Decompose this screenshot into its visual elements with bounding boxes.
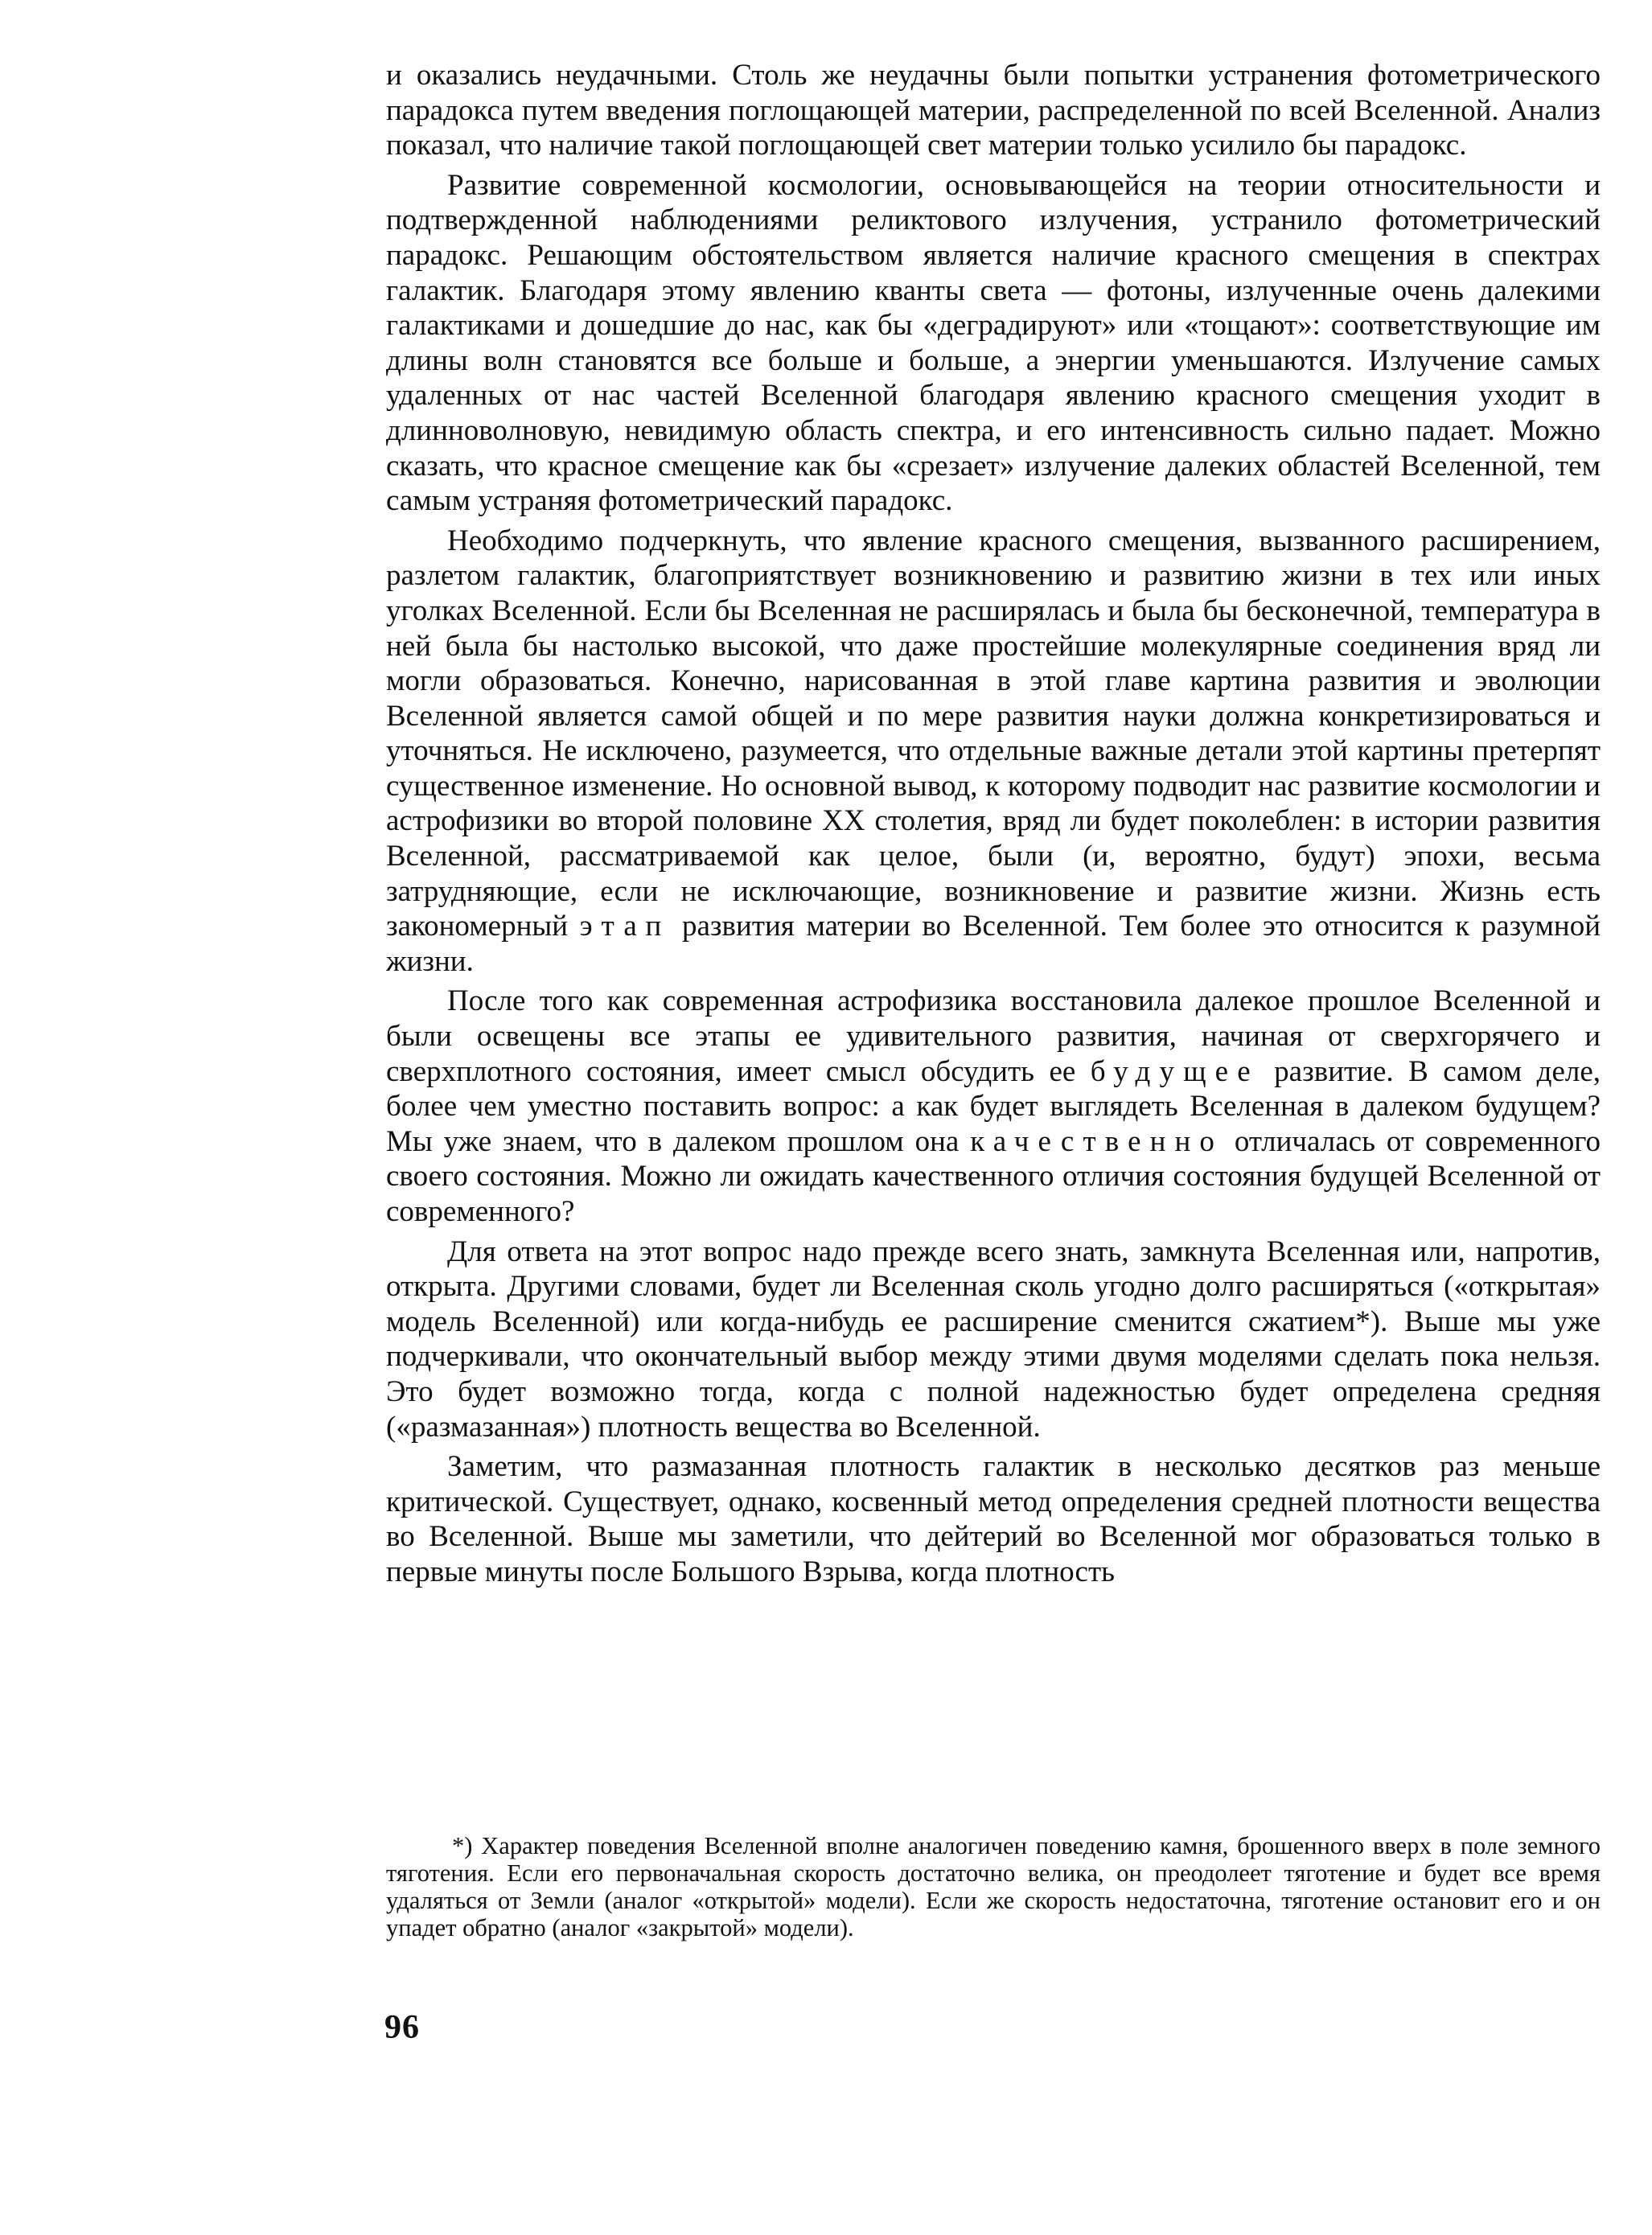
paragraph-3-text-b: развития материи во Вселенной. Тем более это относится к разумной жизни. <box>386 910 1601 978</box>
paragraph-2: Развитие современной космологии, основывающейся на теории относительности и подтвержденной наблюдениями реликтового излучения, устранило фотометрический парадокс. Решающим обстоятельством является наличие красного смещения в спектрах галактик. Благодаря этому явлению кванты света — фотоны, излученные очень далекими галактиками и дошедшие до нас, как бы «деградируют» или «тощают»: соответствующие им длины волн становятся все больше и больше, а энергии уменьшаются. Излучение самых удаленных от нас частей Вселенной благодаря явлению красного смещения уходит в длинноволновую, невидимую область спектра, и его интенсивность сильно падает. Можно сказать, что красное смещение как бы «срезает» излучение далеких областей Вселенной, тем самым устраняя фотометрический парадокс. <box>386 168 1601 518</box>
paragraph-1: и оказались неудачными. Столь же неудачны были попытки устранения фотометрического парадокса путем введения поглощающей материи, распределенной по всей Вселенной. Анализ показал, что наличие такой поглощающей свет материи только усилило бы парадокс. <box>386 59 1601 162</box>
spaced-word-budushchee: будущее <box>1090 1054 1260 1088</box>
footnote: *) Характер поведения Вселенной вполне аналогичен поведению камня, брошенного вверх в поле земного тяготения. Если его первоначальная скорость достаточно велика, он преодолеет тяготение и будет все время удаляться от Земли (аналог «открытой» модели). Если же скорость недостаточна, тяготение остановит его и он упадет обратно (аналог «закрытой» модели). <box>386 1832 1601 1941</box>
page-number: 96 <box>384 2009 420 2046</box>
paragraph-4-text-b: развитие. В самом деле, более чем уместно поставить вопрос: а как будет выглядеть Вселенная в далеком будущем? Мы уже знаем, что в далеком прошлом она <box>386 1054 1601 1158</box>
spaced-word-kachestvenno: качественно <box>970 1124 1223 1158</box>
paragraph-4-text-a: После того как современная астрофизика восстановила далекое прошлое Вселенной и были освещены все этапы ее удивительного развития, начиная от сверхгорячего и сверхплотного состояния, имеет смысл обсудить ее <box>386 984 1601 1088</box>
spaced-word-etap: этап <box>579 910 671 943</box>
main-text <box>386 58 1601 1595</box>
paragraph-5: Для ответа на этот вопрос надо прежде всего знать, замкнута Вселенная или, напротив, открыта. Другими словами, будет ли Вселенная сколь угодно долго расширяться («открытая» модель Вселенной) или когда-нибудь ее расширение сменится сжатием*). Выше мы уже подчеркивали, что окончательный выбор между этими двумя моделями сделать пока нельзя. Это будет возможно тогда, когда с полной надежностью будет определена средняя («размазанная») плотность вещества во Вселенной. <box>386 1235 1601 1444</box>
paragraph-4-text-c: отличалась от современного своего состояния. Можно ли ожидать качественного отличия состояния будущей Вселенной от современного? <box>386 1124 1601 1228</box>
paragraph-6: Заметим, что размазанная плотность галактик в несколько десятков раз меньше критической. Существует, однако, косвенный метод определения средней плотности вещества во Вселенной. Выше мы заметили, что дейтерий во Вселенной мог образоваться только в первые минуты после Большого Взрыва, когда плотность <box>386 1450 1601 1588</box>
paragraph-3-text-a: Необходимо подчеркнуть, что явление красного смещения, вызванного расширением, разлетом галактик, благоприятствует возникновению и развитию жизни в тех или иных уголках Вселенной. Если бы Вселенная не расширялась и была бы бесконечной, температура в ней была бы настолько высокой, что даже простейшие молекулярные соединения вряд ли могли образоваться. Конечно, нарисованная в этой главе картина развития и эволюции Вселенной является самой общей и по мере развития науки должна конкретизироваться и уточняться. Не исключено, разумеется, что отдельные важные детали этой картины претерпят существенное изменение. Но основной вывод, к которому подводит нас развитие космологии и астрофизики во второй половине XX столетия, вряд ли будет поколеблен: в истории развития Вселенной, рассматриваемой как целое, были (и, вероятно, будут) эпохи, весьма затрудняющие, если не исключающие, возникновение и развитие жизни. Жизнь есть закономерный <box>386 524 1601 943</box>
paragraph-4 <box>386 984 1601 1229</box>
paragraph-3 <box>386 524 1601 980</box>
